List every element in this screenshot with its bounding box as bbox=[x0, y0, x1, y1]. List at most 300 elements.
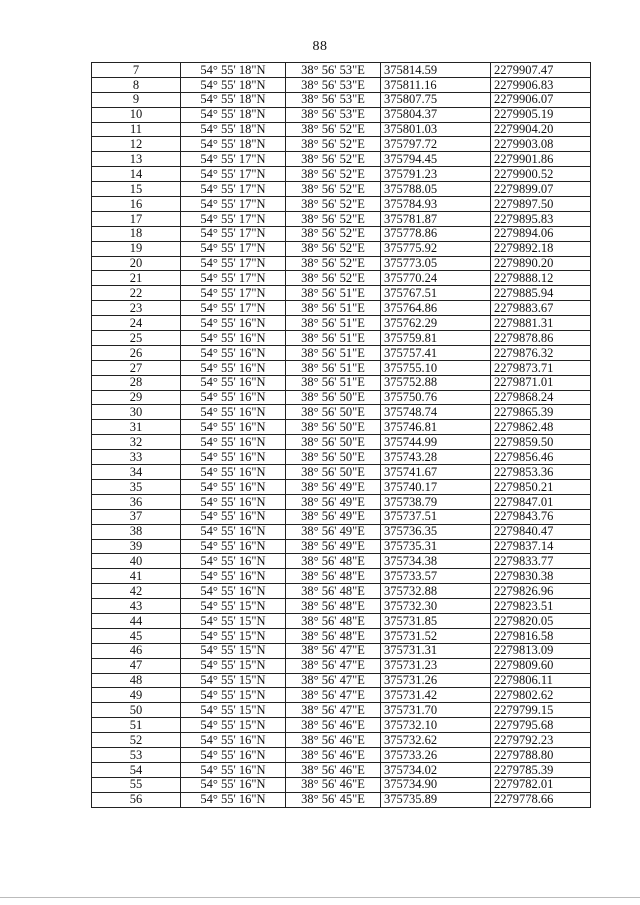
table-row bbox=[92, 643, 591, 658]
x-coordinate-cell: 375731.85 bbox=[381, 613, 491, 628]
y-coordinate-cell: 2279904.20 bbox=[491, 122, 591, 137]
latitude-cell: 54° 55' 18"N bbox=[181, 122, 286, 137]
longitude-cell: 38° 56' 50"E bbox=[286, 435, 381, 450]
point-number-cell: 51 bbox=[92, 718, 181, 733]
table-row bbox=[92, 762, 591, 777]
x-coordinate-cell: 375752.88 bbox=[381, 375, 491, 390]
point-number-cell: 49 bbox=[92, 688, 181, 703]
y-coordinate-cell: 2279878.86 bbox=[491, 331, 591, 346]
y-coordinate-cell: 2279885.94 bbox=[491, 286, 591, 301]
latitude-cell: 54° 55' 16"N bbox=[181, 360, 286, 375]
table-row bbox=[92, 197, 591, 212]
latitude-cell: 54° 55' 17"N bbox=[181, 271, 286, 286]
x-coordinate-cell: 375746.81 bbox=[381, 420, 491, 435]
point-number-cell: 29 bbox=[92, 390, 181, 405]
table-row bbox=[92, 211, 591, 226]
y-coordinate-cell: 2279905.19 bbox=[491, 107, 591, 122]
table-row bbox=[92, 450, 591, 465]
x-coordinate-cell: 375807.75 bbox=[381, 92, 491, 107]
longitude-cell: 38° 56' 48"E bbox=[286, 613, 381, 628]
point-number-cell: 21 bbox=[92, 271, 181, 286]
point-number-cell: 32 bbox=[92, 435, 181, 450]
point-number-cell: 47 bbox=[92, 658, 181, 673]
coordinates-table-container bbox=[91, 62, 591, 808]
longitude-cell: 38° 56' 49"E bbox=[286, 509, 381, 524]
point-number-cell: 45 bbox=[92, 628, 181, 643]
table-row bbox=[92, 658, 591, 673]
longitude-cell: 38° 56' 53"E bbox=[286, 107, 381, 122]
table-row bbox=[92, 465, 591, 480]
y-coordinate-cell: 2279895.83 bbox=[491, 211, 591, 226]
table-row bbox=[92, 345, 591, 360]
page-number: 88 bbox=[312, 39, 328, 54]
y-coordinate-cell: 2279862.48 bbox=[491, 420, 591, 435]
x-coordinate-cell: 375750.76 bbox=[381, 390, 491, 405]
y-coordinate-cell: 2279795.68 bbox=[491, 718, 591, 733]
longitude-cell: 38° 56' 50"E bbox=[286, 420, 381, 435]
table-row bbox=[92, 733, 591, 748]
y-coordinate-cell: 2279850.21 bbox=[491, 479, 591, 494]
latitude-cell: 54° 55' 17"N bbox=[181, 211, 286, 226]
point-number-cell: 30 bbox=[92, 405, 181, 420]
table-row bbox=[92, 479, 591, 494]
latitude-cell: 54° 55' 16"N bbox=[181, 733, 286, 748]
longitude-cell: 38° 56' 46"E bbox=[286, 762, 381, 777]
longitude-cell: 38° 56' 45"E bbox=[286, 792, 381, 807]
latitude-cell: 54° 55' 17"N bbox=[181, 152, 286, 167]
latitude-cell: 54° 55' 16"N bbox=[181, 405, 286, 420]
y-coordinate-cell: 2279906.07 bbox=[491, 92, 591, 107]
y-coordinate-cell: 2279792.23 bbox=[491, 733, 591, 748]
latitude-cell: 54° 55' 16"N bbox=[181, 747, 286, 762]
y-coordinate-cell: 2279859.50 bbox=[491, 435, 591, 450]
latitude-cell: 54° 55' 16"N bbox=[181, 509, 286, 524]
table-row bbox=[92, 375, 591, 390]
longitude-cell: 38° 56' 47"E bbox=[286, 658, 381, 673]
table-row bbox=[92, 226, 591, 241]
latitude-cell: 54° 55' 16"N bbox=[181, 479, 286, 494]
longitude-cell: 38° 56' 46"E bbox=[286, 718, 381, 733]
longitude-cell: 38° 56' 51"E bbox=[286, 286, 381, 301]
point-number-cell: 54 bbox=[92, 762, 181, 777]
x-coordinate-cell: 375801.03 bbox=[381, 122, 491, 137]
latitude-cell: 54° 55' 17"N bbox=[181, 167, 286, 182]
x-coordinate-cell: 375737.51 bbox=[381, 509, 491, 524]
point-number-cell: 16 bbox=[92, 197, 181, 212]
y-coordinate-cell: 2279853.36 bbox=[491, 465, 591, 480]
x-coordinate-cell: 375764.86 bbox=[381, 301, 491, 316]
y-coordinate-cell: 2279888.12 bbox=[491, 271, 591, 286]
table-row bbox=[92, 539, 591, 554]
y-coordinate-cell: 2279868.24 bbox=[491, 390, 591, 405]
longitude-cell: 38° 56' 51"E bbox=[286, 375, 381, 390]
y-coordinate-cell: 2279907.47 bbox=[491, 63, 591, 78]
x-coordinate-cell: 375784.93 bbox=[381, 197, 491, 212]
latitude-cell: 54° 55' 16"N bbox=[181, 390, 286, 405]
latitude-cell: 54° 55' 16"N bbox=[181, 539, 286, 554]
longitude-cell: 38° 56' 49"E bbox=[286, 479, 381, 494]
x-coordinate-cell: 375811.16 bbox=[381, 77, 491, 92]
x-coordinate-cell: 375734.38 bbox=[381, 554, 491, 569]
longitude-cell: 38° 56' 53"E bbox=[286, 92, 381, 107]
table-row bbox=[92, 524, 591, 539]
longitude-cell: 38° 56' 53"E bbox=[286, 77, 381, 92]
y-coordinate-cell: 2279843.76 bbox=[491, 509, 591, 524]
y-coordinate-cell: 2279894.06 bbox=[491, 226, 591, 241]
longitude-cell: 38° 56' 52"E bbox=[286, 167, 381, 182]
table-row bbox=[92, 405, 591, 420]
x-coordinate-cell: 375744.99 bbox=[381, 435, 491, 450]
table-row bbox=[92, 569, 591, 584]
coordinates-table bbox=[91, 62, 591, 808]
latitude-cell: 54° 55' 16"N bbox=[181, 494, 286, 509]
point-number-cell: 10 bbox=[92, 107, 181, 122]
point-number-cell: 26 bbox=[92, 345, 181, 360]
point-number-cell: 50 bbox=[92, 703, 181, 718]
x-coordinate-cell: 375731.31 bbox=[381, 643, 491, 658]
x-coordinate-cell: 375734.90 bbox=[381, 777, 491, 792]
longitude-cell: 38° 56' 48"E bbox=[286, 569, 381, 584]
x-coordinate-cell: 375804.37 bbox=[381, 107, 491, 122]
y-coordinate-cell: 2279778.66 bbox=[491, 792, 591, 807]
latitude-cell: 54° 55' 16"N bbox=[181, 792, 286, 807]
x-coordinate-cell: 375734.02 bbox=[381, 762, 491, 777]
point-number-cell: 31 bbox=[92, 420, 181, 435]
y-coordinate-cell: 2279900.52 bbox=[491, 167, 591, 182]
x-coordinate-cell: 375775.92 bbox=[381, 241, 491, 256]
point-number-cell: 28 bbox=[92, 375, 181, 390]
x-coordinate-cell: 375741.67 bbox=[381, 465, 491, 480]
latitude-cell: 54° 55' 16"N bbox=[181, 450, 286, 465]
table-row bbox=[92, 613, 591, 628]
x-coordinate-cell: 375773.05 bbox=[381, 256, 491, 271]
y-coordinate-cell: 2279813.09 bbox=[491, 643, 591, 658]
table-row bbox=[92, 688, 591, 703]
latitude-cell: 54° 55' 16"N bbox=[181, 524, 286, 539]
x-coordinate-cell: 375735.89 bbox=[381, 792, 491, 807]
y-coordinate-cell: 2279826.96 bbox=[491, 584, 591, 599]
y-coordinate-cell: 2279833.77 bbox=[491, 554, 591, 569]
longitude-cell: 38° 56' 47"E bbox=[286, 703, 381, 718]
longitude-cell: 38° 56' 53"E bbox=[286, 63, 381, 78]
coordinates-table-body bbox=[92, 63, 591, 808]
y-coordinate-cell: 2279883.67 bbox=[491, 301, 591, 316]
x-coordinate-cell: 375738.79 bbox=[381, 494, 491, 509]
longitude-cell: 38° 56' 52"E bbox=[286, 256, 381, 271]
longitude-cell: 38° 56' 49"E bbox=[286, 539, 381, 554]
latitude-cell: 54° 55' 17"N bbox=[181, 226, 286, 241]
point-number-cell: 17 bbox=[92, 211, 181, 226]
point-number-cell: 42 bbox=[92, 584, 181, 599]
latitude-cell: 54° 55' 16"N bbox=[181, 584, 286, 599]
table-row bbox=[92, 554, 591, 569]
point-number-cell: 14 bbox=[92, 167, 181, 182]
x-coordinate-cell: 375791.23 bbox=[381, 167, 491, 182]
y-coordinate-cell: 2279903.08 bbox=[491, 137, 591, 152]
longitude-cell: 38° 56' 48"E bbox=[286, 628, 381, 643]
latitude-cell: 54° 55' 18"N bbox=[181, 107, 286, 122]
point-number-cell: 25 bbox=[92, 331, 181, 346]
longitude-cell: 38° 56' 48"E bbox=[286, 599, 381, 614]
y-coordinate-cell: 2279802.62 bbox=[491, 688, 591, 703]
longitude-cell: 38° 56' 52"E bbox=[286, 152, 381, 167]
point-number-cell: 22 bbox=[92, 286, 181, 301]
latitude-cell: 54° 55' 15"N bbox=[181, 643, 286, 658]
point-number-cell: 43 bbox=[92, 599, 181, 614]
table-row bbox=[92, 271, 591, 286]
table-row bbox=[92, 718, 591, 733]
longitude-cell: 38° 56' 49"E bbox=[286, 524, 381, 539]
longitude-cell: 38° 56' 51"E bbox=[286, 360, 381, 375]
latitude-cell: 54° 55' 17"N bbox=[181, 241, 286, 256]
latitude-cell: 54° 55' 16"N bbox=[181, 465, 286, 480]
x-coordinate-cell: 375757.41 bbox=[381, 345, 491, 360]
y-coordinate-cell: 2279890.20 bbox=[491, 256, 591, 271]
latitude-cell: 54° 55' 16"N bbox=[181, 420, 286, 435]
longitude-cell: 38° 56' 47"E bbox=[286, 673, 381, 688]
y-coordinate-cell: 2279816.58 bbox=[491, 628, 591, 643]
point-number-cell: 9 bbox=[92, 92, 181, 107]
x-coordinate-cell: 375767.51 bbox=[381, 286, 491, 301]
table-row bbox=[92, 182, 591, 197]
x-coordinate-cell: 375770.24 bbox=[381, 271, 491, 286]
table-row bbox=[92, 152, 591, 167]
longitude-cell: 38° 56' 46"E bbox=[286, 747, 381, 762]
table-row bbox=[92, 360, 591, 375]
x-coordinate-cell: 375731.42 bbox=[381, 688, 491, 703]
longitude-cell: 38° 56' 52"E bbox=[286, 137, 381, 152]
x-coordinate-cell: 375762.29 bbox=[381, 316, 491, 331]
point-number-cell: 52 bbox=[92, 733, 181, 748]
latitude-cell: 54° 55' 17"N bbox=[181, 301, 286, 316]
longitude-cell: 38° 56' 51"E bbox=[286, 301, 381, 316]
latitude-cell: 54° 55' 16"N bbox=[181, 569, 286, 584]
point-number-cell: 40 bbox=[92, 554, 181, 569]
longitude-cell: 38° 56' 46"E bbox=[286, 733, 381, 748]
x-coordinate-cell: 375732.10 bbox=[381, 718, 491, 733]
latitude-cell: 54° 55' 16"N bbox=[181, 762, 286, 777]
latitude-cell: 54° 55' 16"N bbox=[181, 345, 286, 360]
longitude-cell: 38° 56' 51"E bbox=[286, 331, 381, 346]
table-row bbox=[92, 494, 591, 509]
table-row bbox=[92, 777, 591, 792]
point-number-cell: 15 bbox=[92, 182, 181, 197]
point-number-cell: 19 bbox=[92, 241, 181, 256]
point-number-cell: 44 bbox=[92, 613, 181, 628]
y-coordinate-cell: 2279806.11 bbox=[491, 673, 591, 688]
latitude-cell: 54° 55' 16"N bbox=[181, 777, 286, 792]
longitude-cell: 38° 56' 51"E bbox=[286, 345, 381, 360]
longitude-cell: 38° 56' 50"E bbox=[286, 450, 381, 465]
longitude-cell: 38° 56' 52"E bbox=[286, 271, 381, 286]
y-coordinate-cell: 2279799.15 bbox=[491, 703, 591, 718]
x-coordinate-cell: 375733.26 bbox=[381, 747, 491, 762]
latitude-cell: 54° 55' 17"N bbox=[181, 197, 286, 212]
x-coordinate-cell: 375743.28 bbox=[381, 450, 491, 465]
latitude-cell: 54° 55' 18"N bbox=[181, 137, 286, 152]
point-number-cell: 35 bbox=[92, 479, 181, 494]
longitude-cell: 38° 56' 50"E bbox=[286, 390, 381, 405]
point-number-cell: 7 bbox=[92, 63, 181, 78]
y-coordinate-cell: 2279873.71 bbox=[491, 360, 591, 375]
point-number-cell: 48 bbox=[92, 673, 181, 688]
point-number-cell: 39 bbox=[92, 539, 181, 554]
latitude-cell: 54° 55' 16"N bbox=[181, 316, 286, 331]
longitude-cell: 38° 56' 52"E bbox=[286, 226, 381, 241]
latitude-cell: 54° 55' 16"N bbox=[181, 375, 286, 390]
point-number-cell: 55 bbox=[92, 777, 181, 792]
longitude-cell: 38° 56' 46"E bbox=[286, 777, 381, 792]
point-number-cell: 23 bbox=[92, 301, 181, 316]
x-coordinate-cell: 375755.10 bbox=[381, 360, 491, 375]
x-coordinate-cell: 375731.23 bbox=[381, 658, 491, 673]
y-coordinate-cell: 2279899.07 bbox=[491, 182, 591, 197]
y-coordinate-cell: 2279871.01 bbox=[491, 375, 591, 390]
table-row bbox=[92, 584, 591, 599]
x-coordinate-cell: 375778.86 bbox=[381, 226, 491, 241]
y-coordinate-cell: 2279906.83 bbox=[491, 77, 591, 92]
point-number-cell: 13 bbox=[92, 152, 181, 167]
y-coordinate-cell: 2279820.05 bbox=[491, 613, 591, 628]
latitude-cell: 54° 55' 16"N bbox=[181, 435, 286, 450]
latitude-cell: 54° 55' 17"N bbox=[181, 256, 286, 271]
table-row bbox=[92, 77, 591, 92]
latitude-cell: 54° 55' 15"N bbox=[181, 599, 286, 614]
x-coordinate-cell: 375788.05 bbox=[381, 182, 491, 197]
longitude-cell: 38° 56' 47"E bbox=[286, 643, 381, 658]
y-coordinate-cell: 2279785.39 bbox=[491, 762, 591, 777]
y-coordinate-cell: 2279782.01 bbox=[491, 777, 591, 792]
table-row bbox=[92, 256, 591, 271]
latitude-cell: 54° 55' 17"N bbox=[181, 286, 286, 301]
table-row bbox=[92, 92, 591, 107]
x-coordinate-cell: 375731.26 bbox=[381, 673, 491, 688]
x-coordinate-cell: 375740.17 bbox=[381, 479, 491, 494]
point-number-cell: 27 bbox=[92, 360, 181, 375]
y-coordinate-cell: 2279840.47 bbox=[491, 524, 591, 539]
latitude-cell: 54° 55' 16"N bbox=[181, 331, 286, 346]
table-row bbox=[92, 703, 591, 718]
x-coordinate-cell: 375732.30 bbox=[381, 599, 491, 614]
table-row bbox=[92, 301, 591, 316]
table-row bbox=[92, 286, 591, 301]
latitude-cell: 54° 55' 17"N bbox=[181, 182, 286, 197]
x-coordinate-cell: 375732.62 bbox=[381, 733, 491, 748]
x-coordinate-cell: 375735.31 bbox=[381, 539, 491, 554]
x-coordinate-cell: 375781.87 bbox=[381, 211, 491, 226]
table-row bbox=[92, 628, 591, 643]
longitude-cell: 38° 56' 50"E bbox=[286, 405, 381, 420]
longitude-cell: 38° 56' 52"E bbox=[286, 182, 381, 197]
point-number-cell: 46 bbox=[92, 643, 181, 658]
point-number-cell: 53 bbox=[92, 747, 181, 762]
latitude-cell: 54° 55' 15"N bbox=[181, 628, 286, 643]
longitude-cell: 38° 56' 52"E bbox=[286, 241, 381, 256]
y-coordinate-cell: 2279847.01 bbox=[491, 494, 591, 509]
table-row bbox=[92, 137, 591, 152]
table-row bbox=[92, 792, 591, 807]
latitude-cell: 54° 55' 15"N bbox=[181, 688, 286, 703]
point-number-cell: 36 bbox=[92, 494, 181, 509]
table-row bbox=[92, 420, 591, 435]
table-row bbox=[92, 122, 591, 137]
x-coordinate-cell: 375759.81 bbox=[381, 331, 491, 346]
x-coordinate-cell: 375736.35 bbox=[381, 524, 491, 539]
point-number-cell: 38 bbox=[92, 524, 181, 539]
point-number-cell: 20 bbox=[92, 256, 181, 271]
x-coordinate-cell: 375731.70 bbox=[381, 703, 491, 718]
longitude-cell: 38° 56' 52"E bbox=[286, 197, 381, 212]
longitude-cell: 38° 56' 48"E bbox=[286, 584, 381, 599]
latitude-cell: 54° 55' 15"N bbox=[181, 718, 286, 733]
point-number-cell: 11 bbox=[92, 122, 181, 137]
y-coordinate-cell: 2279788.80 bbox=[491, 747, 591, 762]
table-row bbox=[92, 390, 591, 405]
y-coordinate-cell: 2279865.39 bbox=[491, 405, 591, 420]
latitude-cell: 54° 55' 18"N bbox=[181, 63, 286, 78]
table-row bbox=[92, 435, 591, 450]
latitude-cell: 54° 55' 16"N bbox=[181, 554, 286, 569]
table-row bbox=[92, 241, 591, 256]
latitude-cell: 54° 55' 15"N bbox=[181, 703, 286, 718]
table-row bbox=[92, 673, 591, 688]
table-row bbox=[92, 63, 591, 78]
y-coordinate-cell: 2279892.18 bbox=[491, 241, 591, 256]
longitude-cell: 38° 56' 49"E bbox=[286, 494, 381, 509]
y-coordinate-cell: 2279901.86 bbox=[491, 152, 591, 167]
point-number-cell: 18 bbox=[92, 226, 181, 241]
longitude-cell: 38° 56' 52"E bbox=[286, 122, 381, 137]
point-number-cell: 24 bbox=[92, 316, 181, 331]
x-coordinate-cell: 375814.59 bbox=[381, 63, 491, 78]
y-coordinate-cell: 2279876.32 bbox=[491, 345, 591, 360]
y-coordinate-cell: 2279809.60 bbox=[491, 658, 591, 673]
y-coordinate-cell: 2279837.14 bbox=[491, 539, 591, 554]
x-coordinate-cell: 375748.74 bbox=[381, 405, 491, 420]
longitude-cell: 38° 56' 47"E bbox=[286, 688, 381, 703]
point-number-cell: 41 bbox=[92, 569, 181, 584]
longitude-cell: 38° 56' 52"E bbox=[286, 211, 381, 226]
x-coordinate-cell: 375794.45 bbox=[381, 152, 491, 167]
point-number-cell: 56 bbox=[92, 792, 181, 807]
x-coordinate-cell: 375731.52 bbox=[381, 628, 491, 643]
latitude-cell: 54° 55' 18"N bbox=[181, 77, 286, 92]
point-number-cell: 8 bbox=[92, 77, 181, 92]
point-number-cell: 33 bbox=[92, 450, 181, 465]
x-coordinate-cell: 375732.88 bbox=[381, 584, 491, 599]
y-coordinate-cell: 2279830.38 bbox=[491, 569, 591, 584]
y-coordinate-cell: 2279856.46 bbox=[491, 450, 591, 465]
y-coordinate-cell: 2279881.31 bbox=[491, 316, 591, 331]
table-row bbox=[92, 599, 591, 614]
table-row bbox=[92, 331, 591, 346]
latitude-cell: 54° 55' 15"N bbox=[181, 673, 286, 688]
table-row bbox=[92, 316, 591, 331]
x-coordinate-cell: 375797.72 bbox=[381, 137, 491, 152]
point-number-cell: 34 bbox=[92, 465, 181, 480]
point-number-cell: 12 bbox=[92, 137, 181, 152]
y-coordinate-cell: 2279823.51 bbox=[491, 599, 591, 614]
table-row bbox=[92, 107, 591, 122]
table-row bbox=[92, 509, 591, 524]
point-number-cell: 37 bbox=[92, 509, 181, 524]
longitude-cell: 38° 56' 48"E bbox=[286, 554, 381, 569]
longitude-cell: 38° 56' 50"E bbox=[286, 465, 381, 480]
longitude-cell: 38° 56' 51"E bbox=[286, 316, 381, 331]
y-coordinate-cell: 2279897.50 bbox=[491, 197, 591, 212]
table-row bbox=[92, 747, 591, 762]
x-coordinate-cell: 375733.57 bbox=[381, 569, 491, 584]
